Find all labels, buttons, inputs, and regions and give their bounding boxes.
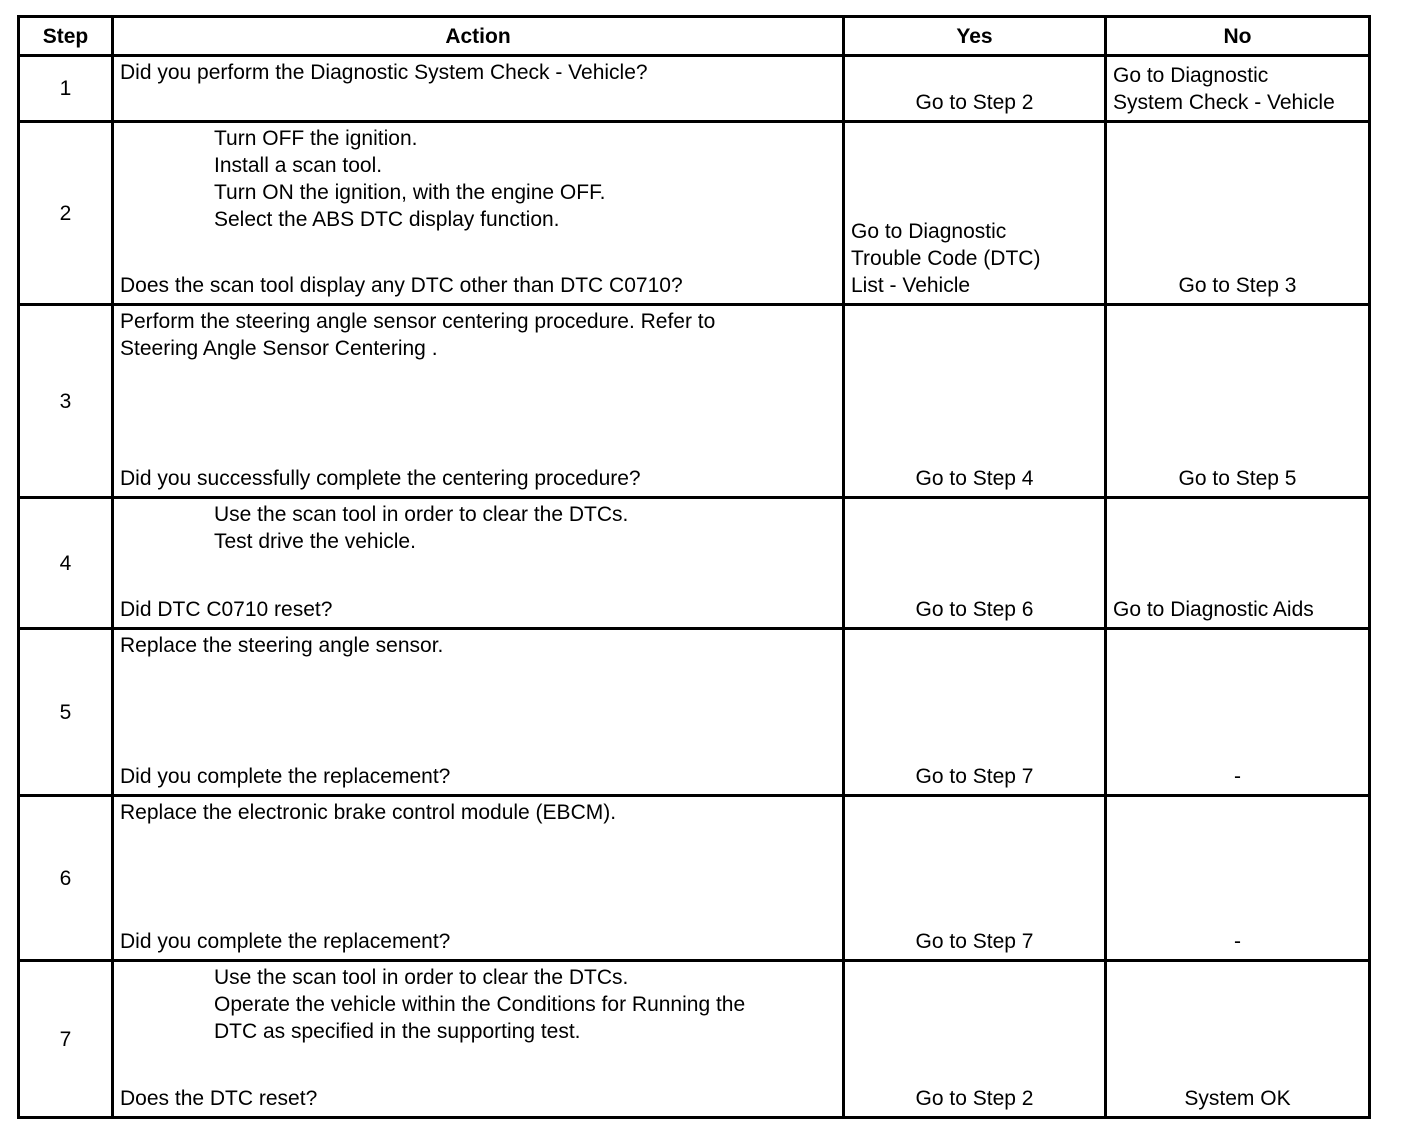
- yes-link-line[interactable]: List - Vehicle: [851, 274, 971, 297]
- table-row: [19, 56, 1370, 122]
- action-bullet: Operate the vehicle within the Conditions for Running the: [214, 993, 746, 1016]
- action-bullet: Turn ON the ignition, with the engine OFF.: [214, 181, 606, 204]
- no-dash: -: [1234, 765, 1241, 788]
- yes-link[interactable]: Go to Step 6: [915, 598, 1034, 621]
- action-paragraph: [120, 308, 836, 362]
- action-bullets: [120, 125, 836, 233]
- action-text-line: Steering Angle Sensor Centering .: [120, 337, 438, 360]
- yes-link[interactable]: Go to Step 2: [915, 91, 1034, 114]
- header-row: [19, 17, 1370, 56]
- action-question: Did you successfully complete the centering procedure?: [120, 467, 641, 490]
- action-bullets: [120, 964, 836, 1045]
- action-question: Does the DTC reset?: [120, 1087, 318, 1110]
- action-bullet: DTC as specified in the supporting test.: [214, 1020, 581, 1043]
- yes-cell: [844, 498, 1106, 629]
- no-cell: [1106, 961, 1370, 1118]
- step-number: 6: [19, 796, 113, 961]
- no-link[interactable]: System OK: [1184, 1087, 1291, 1110]
- yes-link[interactable]: Go to Step 7: [915, 765, 1034, 788]
- no-cell: [1106, 629, 1370, 796]
- header-step: Step: [19, 17, 113, 56]
- no-link-line[interactable]: Go to Diagnostic: [1113, 64, 1269, 87]
- yes-link[interactable]: Go to Step 7: [915, 930, 1034, 953]
- action-bullet: Turn OFF the ignition.: [214, 127, 418, 150]
- no-cell: [1106, 498, 1370, 629]
- step-number: 3: [19, 305, 113, 498]
- action-question: Did you complete the replacement?: [120, 765, 451, 788]
- table-row: [19, 498, 1370, 629]
- action-question: Did you perform the Diagnostic System Check - Vehicle?: [120, 61, 648, 84]
- no-cell: [1106, 305, 1370, 498]
- yes-cell: [844, 56, 1106, 122]
- no-dash: -: [1234, 930, 1241, 953]
- action-question: Did DTC C0710 reset?: [120, 598, 333, 621]
- action-question: Does the scan tool display any DTC other than DTC C0710?: [120, 274, 683, 297]
- yes-cell: [844, 305, 1106, 498]
- table-row: [19, 122, 1370, 305]
- yes-link[interactable]: Go to Step 4: [915, 467, 1034, 490]
- action-bullets: [120, 501, 836, 555]
- yes-link[interactable]: Go to Step 2: [915, 1087, 1034, 1110]
- action-cell: [113, 305, 844, 498]
- step-number: 5: [19, 629, 113, 796]
- action-cell: [113, 122, 844, 305]
- table-row: [19, 796, 1370, 961]
- action-cell: [113, 629, 844, 796]
- no-link[interactable]: Go to Step 3: [1178, 274, 1297, 297]
- header-yes: Yes: [844, 17, 1106, 56]
- no-cell: [1106, 122, 1370, 305]
- action-cell: [113, 498, 844, 629]
- no-cell: [1106, 796, 1370, 961]
- yes-cell: [844, 629, 1106, 796]
- header-no: No: [1106, 17, 1370, 56]
- yes-cell: [844, 796, 1106, 961]
- yes-cell: [844, 122, 1106, 305]
- no-link[interactable]: Go to Step 5: [1178, 467, 1297, 490]
- no-link[interactable]: Go to Diagnostic Aids: [1113, 598, 1314, 621]
- action-cell: [113, 961, 844, 1118]
- action-text-line: Replace the electronic brake control module (EBCM).: [120, 801, 617, 824]
- header-action: Action: [113, 17, 844, 56]
- action-cell: [113, 796, 844, 961]
- no-cell: [1106, 56, 1370, 122]
- action-text-line: Replace the steering angle sensor.: [120, 634, 444, 657]
- step-number: 1: [19, 56, 113, 122]
- step-number: 7: [19, 961, 113, 1118]
- table-row: [19, 961, 1370, 1118]
- step-number: 2: [19, 122, 113, 305]
- diagnostic-table: [17, 15, 1371, 1119]
- action-bullet: Test drive the vehicle.: [214, 530, 416, 553]
- yes-cell: [844, 961, 1106, 1118]
- step-number: 4: [19, 498, 113, 629]
- action-text-line: Perform the steering angle sensor centering procedure. Refer to: [120, 310, 716, 333]
- table-row: [19, 305, 1370, 498]
- yes-link-line[interactable]: Go to Diagnostic: [851, 220, 1007, 243]
- yes-link-line[interactable]: Trouble Code (DTC): [851, 247, 1041, 270]
- action-bullet: Use the scan tool in order to clear the DTCs.: [214, 503, 629, 526]
- action-bullet: Select the ABS DTC display function.: [214, 208, 560, 231]
- no-link-line[interactable]: System Check - Vehicle: [1113, 91, 1335, 114]
- action-cell: [113, 56, 844, 122]
- action-question: Did you complete the replacement?: [120, 930, 451, 953]
- table-row: [19, 629, 1370, 796]
- action-bullet: Install a scan tool.: [214, 154, 383, 177]
- action-bullet: Use the scan tool in order to clear the DTCs.: [214, 966, 629, 989]
